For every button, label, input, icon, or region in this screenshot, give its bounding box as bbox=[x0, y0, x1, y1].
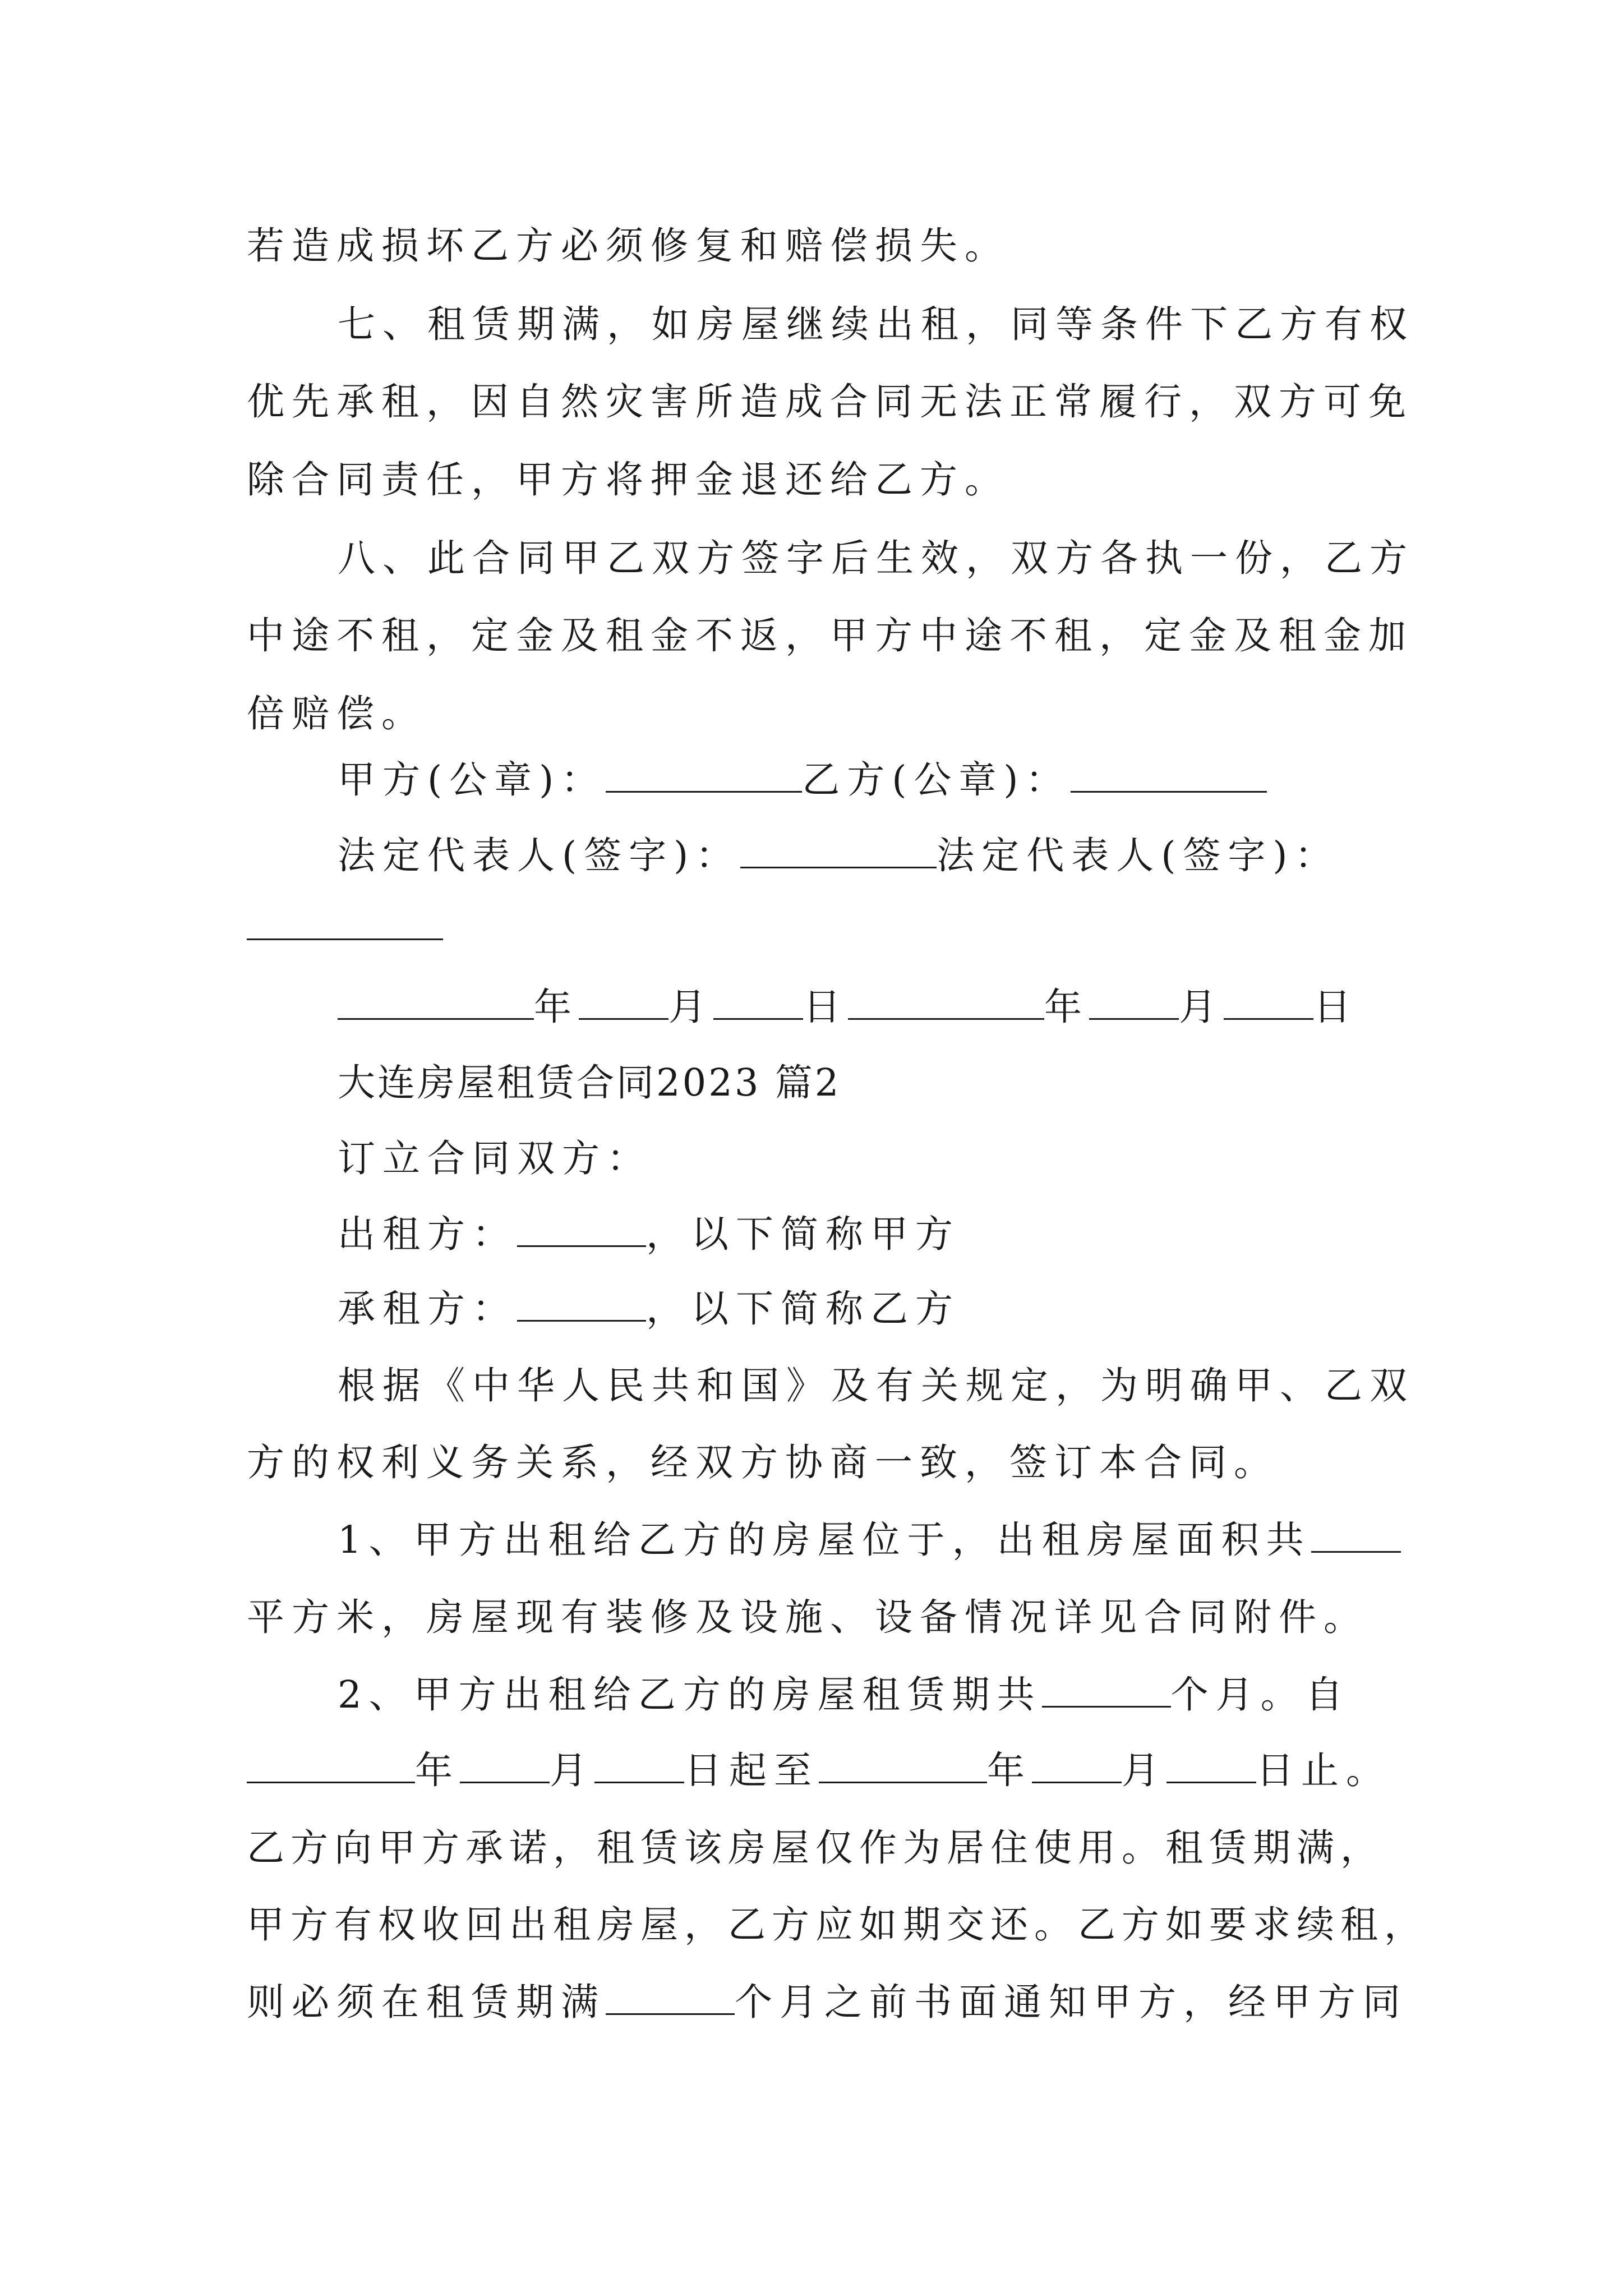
intro-line: 根据《中华人民共和国》及有关规定，为明确甲、乙双 bbox=[338, 1364, 1414, 1407]
year-blank bbox=[848, 1013, 1044, 1020]
clause-2-line bbox=[338, 1673, 1350, 1717]
paragraph-line: 若造成损坏乙方必须修复和赔偿损失。 bbox=[247, 224, 1009, 268]
lessor-line bbox=[338, 1212, 960, 1256]
representative-line bbox=[338, 834, 1340, 877]
clause-2-text: 则必须在租赁期满 bbox=[247, 1980, 606, 2024]
year-blank bbox=[338, 1013, 534, 1020]
party-b-seal-label: 乙方(公章)： bbox=[802, 758, 1071, 802]
clause-2-text: 日止。 bbox=[1256, 1749, 1391, 1792]
lessee-line bbox=[338, 1287, 960, 1331]
month-blank bbox=[579, 1013, 668, 1020]
rep-b-label: 法定代表人(签字)： bbox=[937, 834, 1340, 877]
day-blank bbox=[1224, 1013, 1313, 1020]
months-blank bbox=[1042, 1700, 1171, 1708]
rep-a-blank bbox=[740, 861, 937, 868]
party-b-seal-blank bbox=[1071, 785, 1267, 793]
start-month-blank bbox=[460, 1776, 550, 1783]
day-label: 日 bbox=[803, 985, 848, 1029]
clause-2-line bbox=[247, 1980, 1408, 2024]
area-blank bbox=[1311, 1545, 1401, 1553]
month-label: 月 bbox=[550, 1749, 594, 1792]
clause-7-line: 除合同责任，甲方将押金退还给乙方。 bbox=[247, 458, 1009, 501]
notice-months-blank bbox=[606, 2008, 735, 2015]
lessor-suffix: ，以下简称甲方 bbox=[646, 1212, 960, 1256]
clause-8-line: 倍赔偿。 bbox=[247, 692, 426, 735]
clause-8-line: 八、此合同甲乙双方签字后生效，双方各执一份，乙方 bbox=[338, 536, 1414, 580]
party-a-seal-blank bbox=[606, 785, 802, 793]
lessee-suffix: ，以下简称乙方 bbox=[646, 1287, 960, 1331]
rep-b-blank bbox=[247, 933, 443, 940]
clause-2-text: 个月。自 bbox=[1170, 1673, 1350, 1717]
clause-2-date-line bbox=[247, 1749, 1391, 1792]
end-day-blank bbox=[1166, 1776, 1256, 1783]
lessee-label: 承租方： bbox=[338, 1287, 517, 1331]
end-month-blank bbox=[1032, 1776, 1122, 1783]
clause-1-line bbox=[338, 1518, 1401, 1562]
year-label: 年 bbox=[534, 985, 579, 1029]
clause-2-text: 个月之前书面通知甲方，经甲方同 bbox=[735, 1980, 1408, 2024]
party-a-seal-label: 甲方(公章)： bbox=[338, 758, 606, 802]
start-day-blank bbox=[594, 1776, 684, 1783]
lessee-blank bbox=[517, 1314, 646, 1322]
clause-8-line: 中途不租，定金及租金不返，甲方中途不租，定金及租金加 bbox=[247, 614, 1413, 657]
intro-line: 方的权利义务关系，经双方协商一致，签订本合同。 bbox=[247, 1441, 1279, 1484]
year-label: 年 bbox=[415, 1749, 460, 1792]
month-label: 月 bbox=[1122, 1749, 1166, 1792]
month-label: 月 bbox=[668, 985, 713, 1029]
lessor-label: 出租方： bbox=[338, 1212, 517, 1256]
clause-7-line: 优先承租，因自然灾害所造成合同无法正常履行，双方可免 bbox=[247, 380, 1413, 424]
month-blank bbox=[1089, 1013, 1179, 1020]
clause-2-line: 乙方向甲方承诺，租赁该房屋仅作为居住使用。租赁期满， bbox=[247, 1826, 1384, 1870]
year-label: 年 bbox=[1044, 985, 1089, 1029]
day-blank bbox=[713, 1013, 803, 1020]
section-heading: 大连房屋租赁合同2023 篇2 bbox=[338, 1061, 841, 1105]
clause-2-text: 日起至 bbox=[684, 1749, 819, 1792]
end-year-blank bbox=[819, 1776, 987, 1783]
start-year-blank bbox=[247, 1776, 415, 1783]
lessor-blank bbox=[517, 1240, 646, 1247]
day-label: 日 bbox=[1313, 985, 1358, 1029]
clause-1-text: 1、甲方出租给乙方的房屋位于，出租房屋面积共 bbox=[338, 1518, 1311, 1562]
clause-2-text: 2、甲方出租给乙方的房屋租赁期共 bbox=[338, 1673, 1042, 1717]
month-label: 月 bbox=[1179, 985, 1224, 1029]
clause-7-line: 七、租赁期满，如房屋继续出租，同等条件下乙方有权 bbox=[338, 302, 1414, 346]
clause-2-line: 甲方有权收回出租房屋，乙方应如期交还。乙方如要求续租， bbox=[247, 1903, 1428, 1947]
year-label: 年 bbox=[987, 1749, 1032, 1792]
parties-title: 订立合同双方： bbox=[338, 1137, 652, 1180]
clause-1-line: 平方米，房屋现有装修及设施、设备情况详见合同附件。 bbox=[247, 1595, 1368, 1639]
date-line bbox=[338, 985, 1358, 1029]
seal-line bbox=[338, 758, 1267, 802]
rep-b-blank-line bbox=[247, 909, 443, 946]
rep-a-label: 法定代表人(签字)： bbox=[338, 834, 741, 877]
